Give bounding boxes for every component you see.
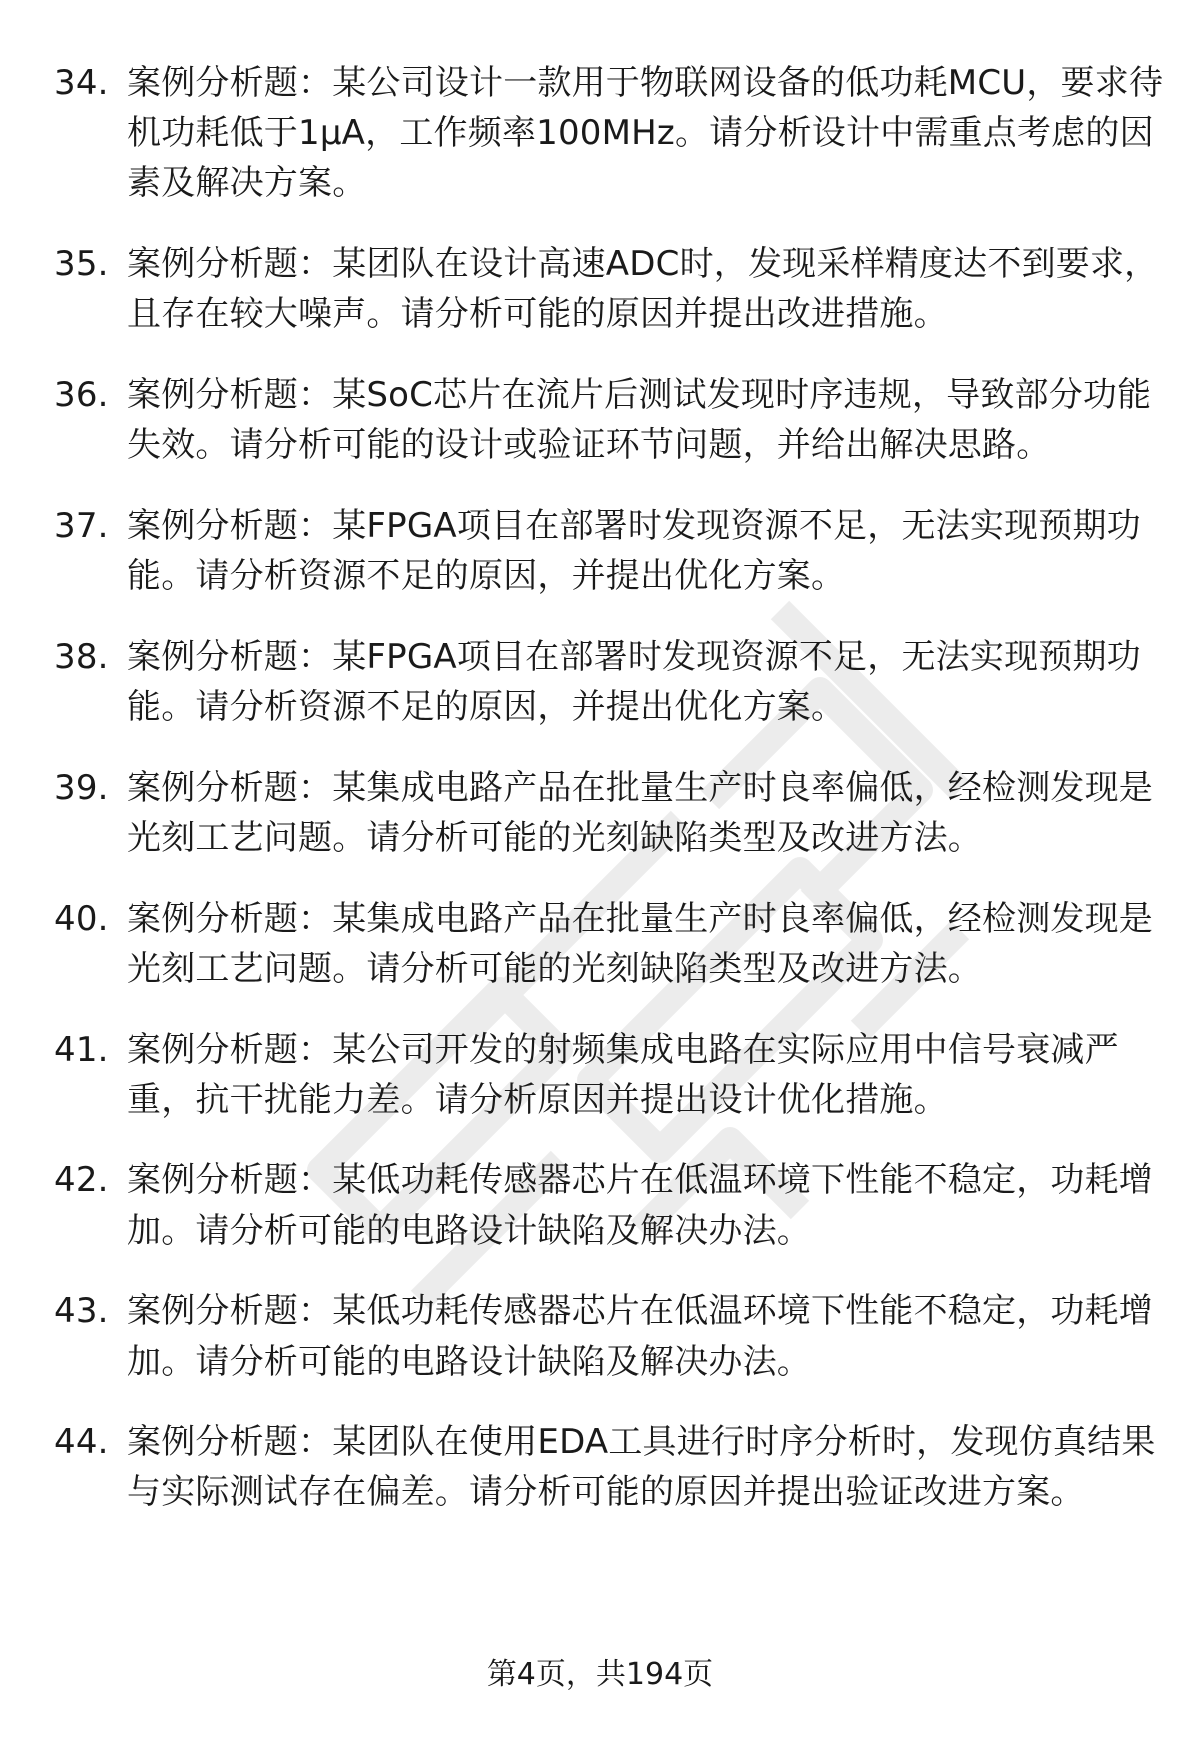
question-item-34 — [0, 58, 1200, 209]
question-item-39 — [0, 763, 1200, 863]
question-number: 36. — [54, 375, 109, 416]
question-number: 38. — [54, 636, 109, 677]
question-text: 案例分析题：某低功耗传感器芯片在低温环境下性能不稳定，功耗增加。请分析可能的电路设计缺陷及解决办法。 — [127, 1160, 1153, 1251]
question-item-41 — [0, 1025, 1200, 1125]
question-item-43 — [0, 1286, 1200, 1386]
question-text: 案例分析题：某公司开发的射频集成电路在实际应用中信号衰减严重，抗干扰能力差。请分析原因并提出设计优化措施。 — [127, 1029, 1119, 1120]
question-text: 案例分析题：某公司设计一款用于物联网设备的低功耗MCU，要求待机功耗低于1μA，工作频率100MHz。请分析设计中需重点考虑的因素及解决方案。 — [127, 63, 1164, 204]
question-text: 案例分析题：某团队在使用EDA工具进行时序分析时，发现仿真结果与实际测试存在偏差。请分析可能的原因并提出验证改进方案。 — [127, 1422, 1156, 1513]
question-item-40 — [0, 894, 1200, 994]
question-number: 41. — [54, 1029, 109, 1070]
question-item-36 — [0, 370, 1200, 470]
question-list — [0, 58, 1200, 1548]
question-number: 42. — [54, 1160, 109, 1201]
question-text: 案例分析题：某集成电路产品在批量生产时良率偏低，经检测发现是光刻工艺问题。请分析可能的光刻缺陷类型及改进方法。 — [127, 898, 1153, 989]
question-text: 案例分析题：某SoC芯片在流片后测试发现时序违规，导致部分功能失效。请分析可能的设计或验证环节问题，并给出解决思路。 — [127, 375, 1152, 466]
question-item-44 — [0, 1417, 1200, 1517]
question-text: 案例分析题：某集成电路产品在批量生产时良率偏低，经检测发现是光刻工艺问题。请分析可能的光刻缺陷类型及改进方法。 — [127, 767, 1153, 858]
question-number: 40. — [54, 898, 109, 939]
question-item-38 — [0, 632, 1200, 732]
question-text: 案例分析题：某FPGA项目在部署时发现资源不足，无法实现预期功能。请分析资源不足的原因，并提出优化方案。 — [127, 636, 1141, 728]
question-number: 37. — [54, 505, 109, 546]
question-number: 39. — [54, 767, 109, 808]
question-text: 案例分析题：某团队在设计高速ADC时，发现采样精度达不到要求，且存在较大噪声。请分析可能的原因并提出改进措施。 — [127, 244, 1159, 335]
question-item-42 — [0, 1155, 1200, 1255]
question-number: 43. — [54, 1291, 109, 1332]
question-item-35 — [0, 239, 1200, 339]
question-item-37 — [0, 501, 1200, 601]
question-number: 35. — [54, 244, 109, 285]
question-number: 34. — [54, 63, 109, 103]
question-text: 案例分析题：某FPGA项目在部署时发现资源不足，无法实现预期功能。请分析资源不足的原因，并提出优化方案。 — [127, 505, 1141, 597]
question-text: 案例分析题：某低功耗传感器芯片在低温环境下性能不稳定，功耗增加。请分析可能的电路设计缺陷及解决办法。 — [127, 1291, 1153, 1382]
question-number: 44. — [54, 1422, 109, 1463]
page-number-footer: 第4页，共194页 — [486, 1657, 714, 1692]
